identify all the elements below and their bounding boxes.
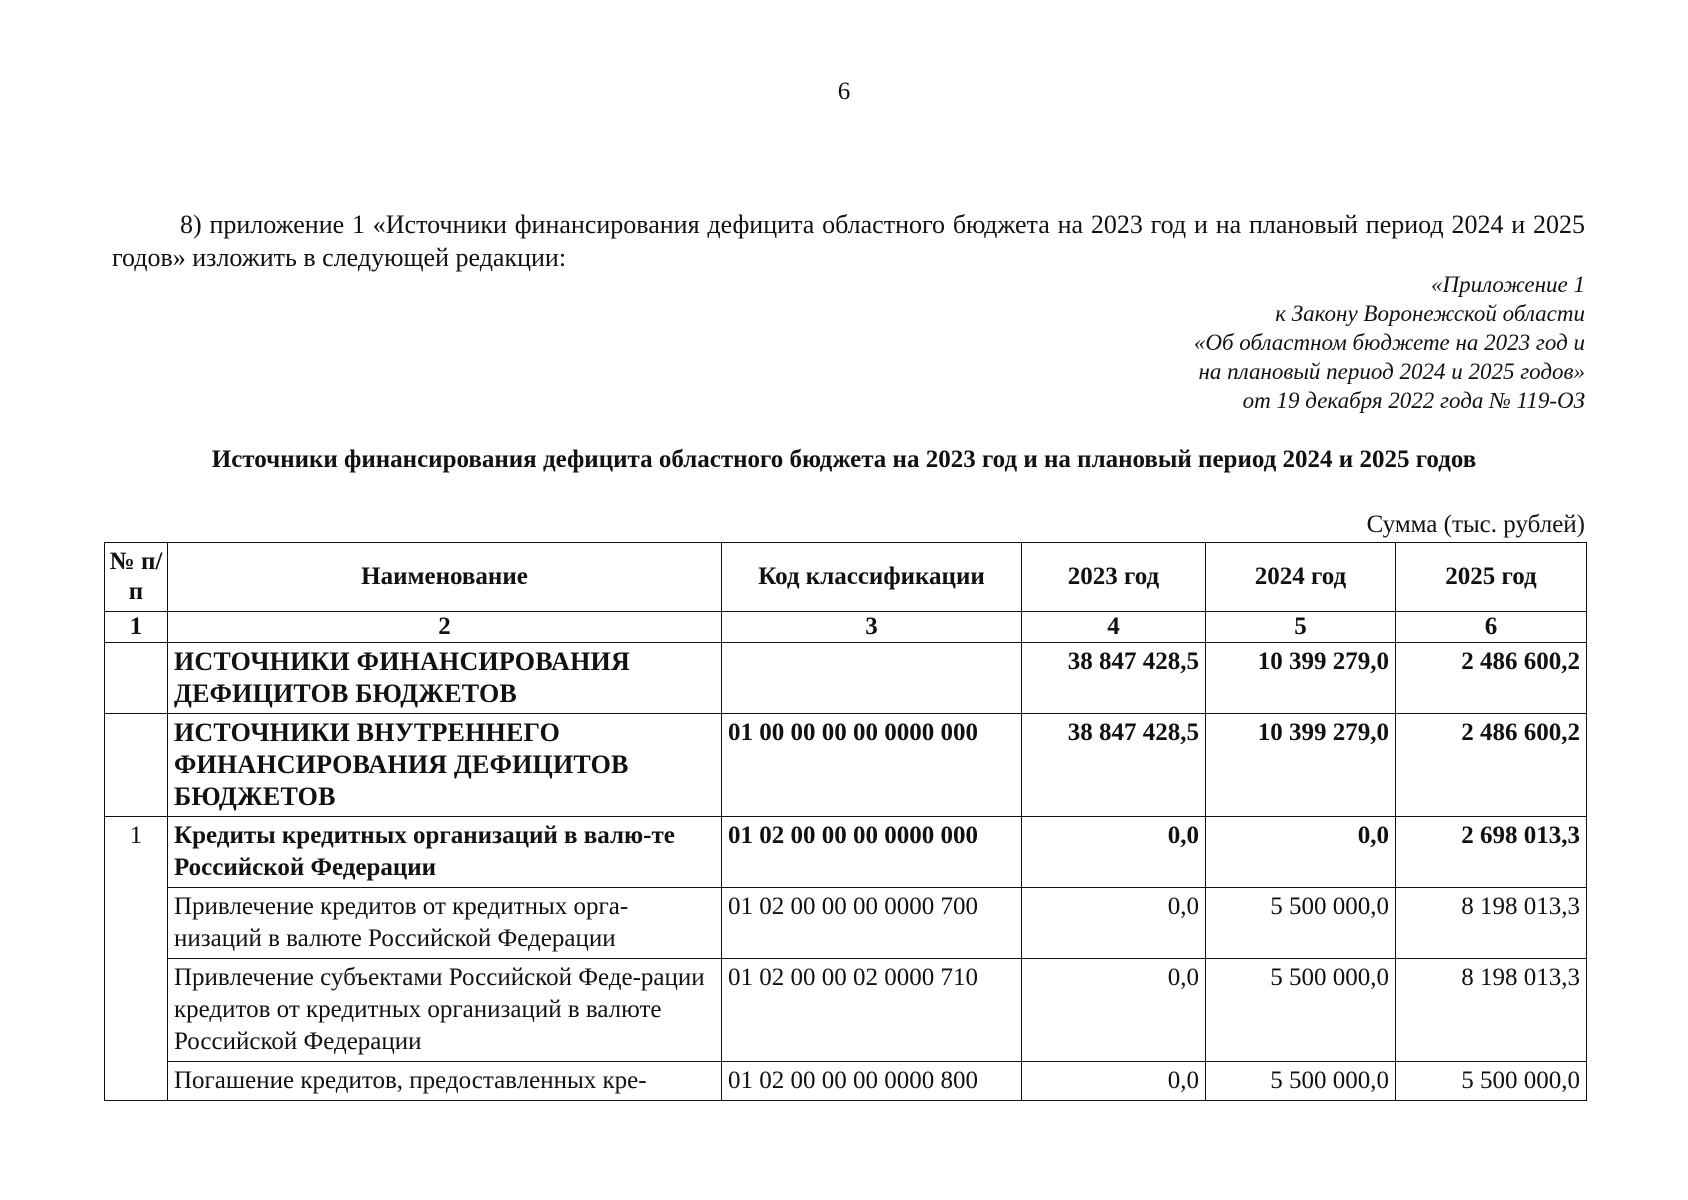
- unit-label: Сумма (тыс. рублей): [1366, 511, 1585, 538]
- column-number-row: [105, 612, 1587, 643]
- page-number: 6: [837, 78, 851, 105]
- row-value-2024: 5 500 000,0: [1206, 959, 1396, 1062]
- intro-paragraph: 8) приложение 1 «Источники финансирования дефицита областного бюджета на 2023 год и на плановый период 2024 и 2025 годов» изложить в следующей редакции:: [112, 210, 1585, 272]
- row-name: ИСТОЧНИКИ ФИНАНСИРОВАНИЯ ДЕФИЦИТОВ БЮДЖЕТОВ: [168, 643, 722, 714]
- row-value-2025: 8 198 013,3: [1396, 888, 1587, 959]
- row-number: 1: [105, 817, 168, 1101]
- table-row: [105, 1062, 1587, 1101]
- header-2024: 2024 год: [1206, 543, 1396, 612]
- appendix-note-line: «Об областном бюджете на 2023 год и: [1193, 330, 1585, 355]
- row-value-2023: 0,0: [1022, 1062, 1206, 1101]
- row-value-2025: 5 500 000,0: [1396, 1062, 1587, 1101]
- table-row: [105, 643, 1587, 714]
- row-value-2023: 38 847 428,5: [1022, 714, 1206, 817]
- row-name: ИСТОЧНИКИ ВНУТРЕННЕГО ФИНАНСИРОВАНИЯ ДЕФИЦИТОВ БЮДЖЕТОВ: [168, 714, 722, 817]
- row-value-2024: 10 399 279,0: [1206, 643, 1396, 714]
- column-number: 1: [105, 612, 168, 643]
- column-number: 5: [1206, 612, 1396, 643]
- row-value-2025: 2 486 600,2: [1396, 714, 1587, 817]
- row-value-2025: 8 198 013,3: [1396, 959, 1587, 1062]
- table-row: [105, 714, 1587, 817]
- row-name: Погашение кредитов, предоставленных кре-: [168, 1062, 722, 1101]
- financing-sources-table: [104, 542, 1587, 1101]
- document-title: Источники финансирования дефицита областного бюджета на 2023 год и на плановый период 2024 и 2025 годов: [211, 446, 1477, 473]
- column-number: 3: [722, 612, 1022, 643]
- row-value-2024: 5 500 000,0: [1206, 1062, 1396, 1101]
- appendix-note-line: «Приложение 1: [1430, 272, 1585, 297]
- row-value-2023: 0,0: [1022, 888, 1206, 959]
- row-value-2024: 5 500 000,0: [1206, 888, 1396, 959]
- appendix-note: [1194, 270, 1585, 415]
- table-row: [105, 817, 1587, 888]
- appendix-note-line: к Закону Воронежской области: [1275, 301, 1585, 326]
- row-code: 01 00 00 00 00 0000 000: [722, 714, 1022, 817]
- row-value-2023: 0,0: [1022, 959, 1206, 1062]
- row-value-2024: 10 399 279,0: [1206, 714, 1396, 817]
- row-number: [105, 643, 168, 714]
- column-number: 4: [1022, 612, 1206, 643]
- row-code: 01 02 00 00 00 0000 000: [722, 817, 1022, 888]
- row-value-2025: 2 698 013,3: [1396, 817, 1587, 888]
- table-row: [105, 959, 1587, 1062]
- row-value-2024: 0,0: [1206, 817, 1396, 888]
- header-code: Код классификации: [722, 543, 1022, 612]
- table-row: [105, 888, 1587, 959]
- row-code: [722, 643, 1022, 714]
- column-number: 6: [1396, 612, 1587, 643]
- row-name: Привлечение кредитов от кредитных орга-низаций в валюте Российской Федерации: [168, 888, 722, 959]
- table-header-row: [105, 543, 1587, 612]
- row-code: 01 02 00 00 02 0000 710: [722, 959, 1022, 1062]
- row-name: Кредиты кредитных организаций в валю-те Российской Федерации: [168, 817, 722, 888]
- appendix-note-line: от 19 декабря 2022 года № 119-ОЗ: [1242, 388, 1585, 413]
- row-value-2023: 38 847 428,5: [1022, 643, 1206, 714]
- header-name: Наименование: [168, 543, 722, 612]
- row-code: 01 02 00 00 00 0000 800: [722, 1062, 1022, 1101]
- column-number: 2: [168, 612, 722, 643]
- row-value-2025: 2 486 600,2: [1396, 643, 1587, 714]
- row-name: Привлечение субъектами Российской Феде-рации кредитов от кредитных организаций в валюте Российской Федерации: [168, 959, 722, 1062]
- header-row-number: № п/п: [105, 543, 168, 612]
- row-number: [105, 714, 168, 817]
- header-2023: 2023 год: [1022, 543, 1206, 612]
- header-2025: 2025 год: [1396, 543, 1587, 612]
- row-code: 01 02 00 00 00 0000 700: [722, 888, 1022, 959]
- row-value-2023: 0,0: [1022, 817, 1206, 888]
- appendix-note-line: на плановый период 2024 и 2025 годов»: [1198, 359, 1585, 384]
